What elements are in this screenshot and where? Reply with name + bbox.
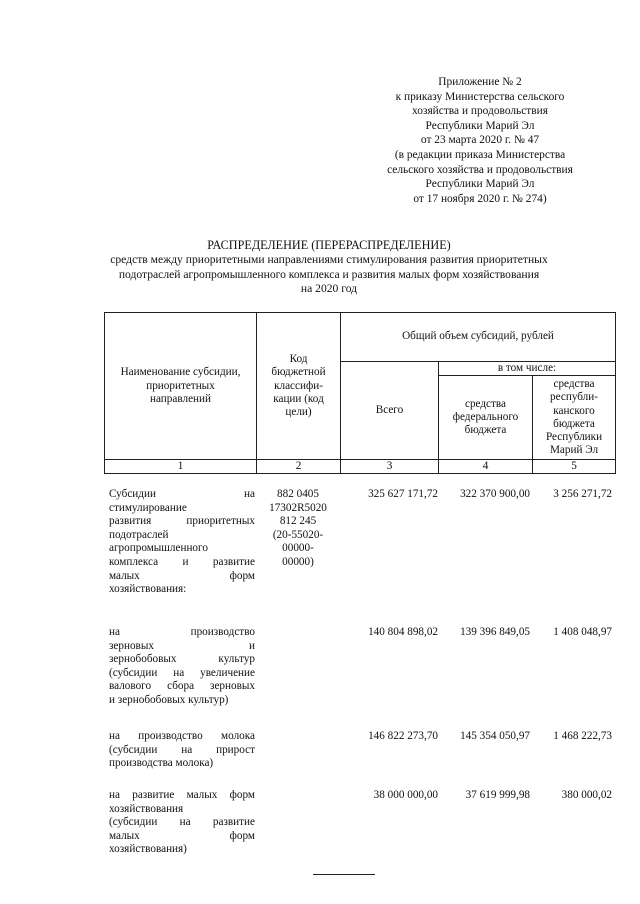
appendix-line: Республики Марий Эл [425,119,535,132]
name-line: на производство молока [109,730,255,742]
footer-divider [313,874,375,875]
header-including: в том числе: [439,362,616,376]
subtitle-line: подотраслей агропромышленного комплекса и развития малых форм хозяйствования [118,267,540,281]
name-line: малых форм [109,569,255,582]
name-line: хозяйствования) [109,843,187,856]
name-line: (субсидии на развитие [109,816,255,829]
appendix-line: хозяйства и продовольствия [411,105,549,118]
republic-amount: 3 256 271,72 [553,488,612,500]
header-col-code: Код бюджетной классифи-кации (код цели) [257,313,341,460]
budget-code [256,488,340,570]
header-col-republic: средства республи-канского бюджета Республики Марий Эл [533,376,616,460]
name-line: Субсидии на [109,488,255,500]
appendix-header [335,75,625,206]
name-line: малых форм [109,829,255,842]
code-line: 00000) [282,555,314,568]
name-line: стимулирование [109,501,187,514]
total-amount: 146 822 273,70 [368,730,438,742]
federal-amount: 145 354 050,97 [460,730,530,742]
name-line: хозяйствования [109,802,184,815]
name-line: валового сбора зерновых [109,680,255,693]
column-number: 1 [105,460,257,474]
code-line: 17302R5020 [269,501,327,514]
subtitle-line: на 2020 год [300,282,358,296]
header-col-total: Всего [341,362,439,460]
subsidy-name [109,488,255,597]
name-line: производства молока) [109,757,214,770]
name-line: и зернобобовых культур) [109,693,229,706]
column-number: 2 [257,460,341,474]
appendix-line: Приложение № 2 [438,76,522,88]
main-title: РАСПРЕДЕЛЕНИЕ (ПЕРЕРАСПРЕДЕЛЕНИЕ) [207,238,451,252]
total-amount: 140 804 898,02 [368,626,438,638]
appendix-line: от 17 ноября 2020 г. № 274) [413,192,547,205]
total-amount: 325 627 171,72 [368,488,438,500]
republic-amount: 1 468 222,73 [553,730,612,742]
subsidy-name [109,730,255,771]
federal-amount: 139 396 849,05 [460,626,530,638]
name-line: на развитие малых форм [109,789,255,801]
header-col-federal: средства федерального бюджета [439,376,533,460]
column-number: 4 [439,460,533,474]
appendix-line: (в редакции приказа Министерства [394,148,566,161]
name-line: (субсидии на прирост [109,743,255,756]
name-line: развития приоритетных [109,515,255,528]
header-total-group: Общий объем субсидий, рублей [341,313,616,362]
republic-amount: 1 408 048,97 [553,626,612,638]
name-line: на производство [109,626,255,638]
appendix-line: к приказу Министерства сельского [395,90,565,103]
federal-amount: 37 619 999,98 [465,789,530,801]
code-line: 882 0405 [277,488,319,500]
document-title [98,238,560,297]
column-number: 3 [341,460,439,474]
appendix-line: Республики Марий Эл [425,178,535,191]
appendix-line: от 23 марта 2020 г. № 47 [420,134,540,147]
table-header [104,312,616,474]
republic-amount: 380 000,02 [561,789,612,801]
code-line: (20-55020- [272,528,324,541]
code-line: 812 245 [279,515,317,528]
name-line: зерновых и [109,639,255,652]
name-line: комплекса и развитие [109,555,255,568]
subsidy-name [109,789,255,857]
appendix-line: сельского хозяйства и продовольствия [387,163,573,176]
subtitle-line: средств между приоритетными направлениями стимулирования развития приоритетных [110,252,548,266]
total-amount: 38 000 000,00 [373,789,438,801]
header-col-name: Наименование субсидии, приоритетных направлений [105,313,257,460]
federal-amount: 322 370 900,00 [460,488,530,500]
subsidy-name [109,626,255,708]
name-line: подотраслей [109,528,169,541]
code-line: 00000- [282,542,314,555]
name-line: агропромышленного [109,542,208,555]
name-line: хозяйствования: [109,583,187,596]
column-number: 5 [533,460,616,474]
name-line: зернобобовых культур [109,653,255,666]
name-line: (субсидии на увеличение [109,666,255,679]
